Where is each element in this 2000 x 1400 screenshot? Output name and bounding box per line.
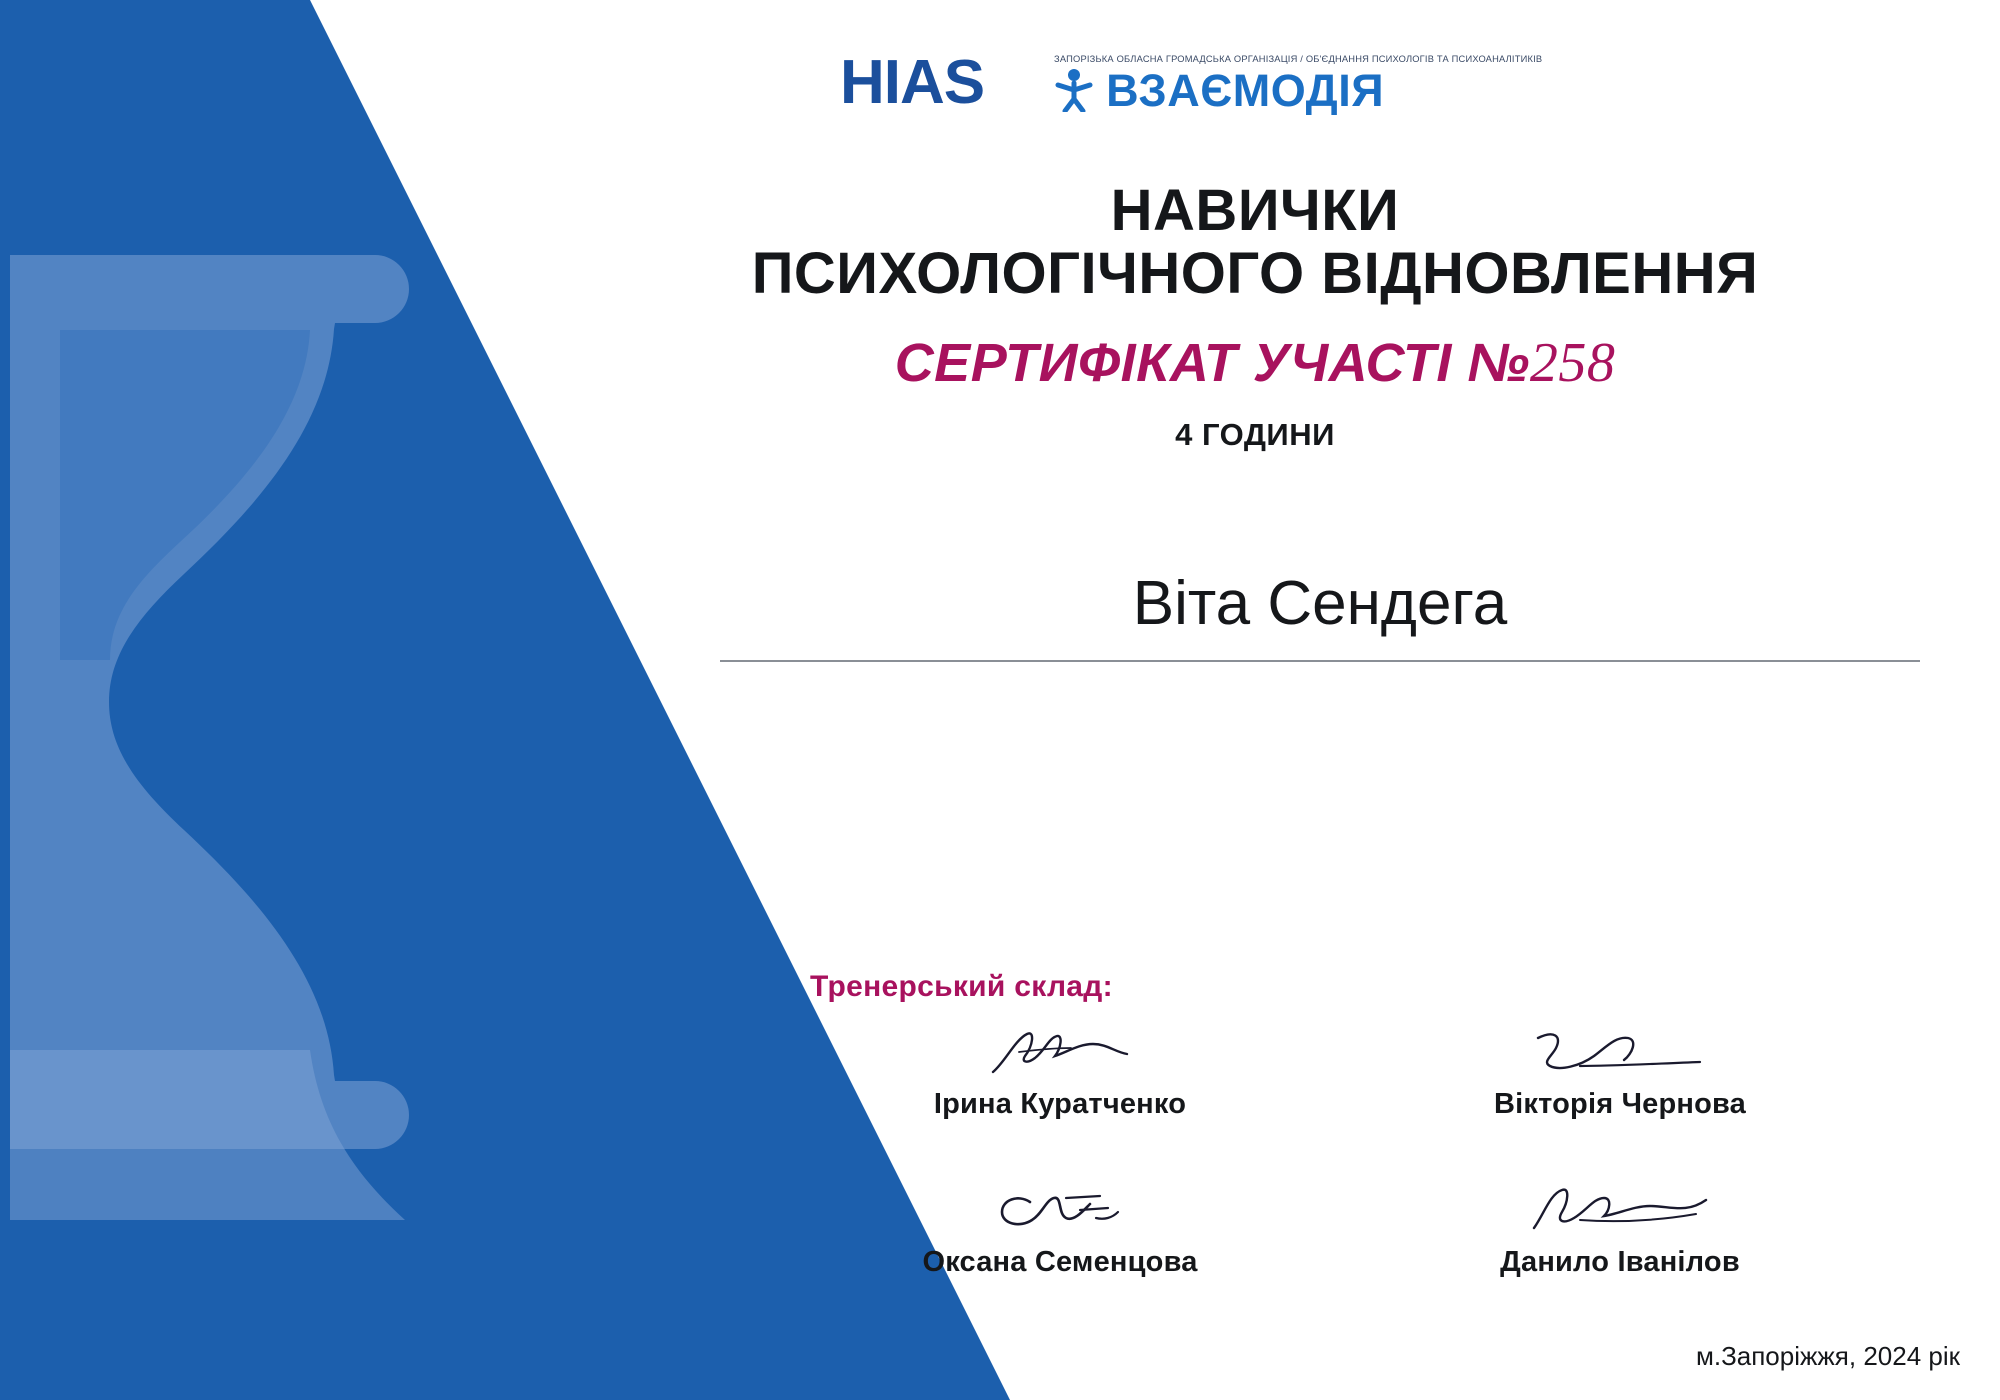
title-line-1: НАВИЧКИ <box>1110 178 1400 243</box>
header-logos <box>840 38 1580 128</box>
hias-logo <box>840 48 985 117</box>
trainer-entry <box>1340 1020 1900 1150</box>
title-line-2: ПСИХОЛОГІЧНОГО ВІДНОВЛЕННЯ <box>751 240 1759 306</box>
trainer-name: Вікторія Чернова <box>1493 1088 1747 1120</box>
signature-icon <box>780 1020 1340 1082</box>
course-hours: 4 ГОДИНИ <box>1175 417 1335 453</box>
trainer-name: Ірина Куратченко <box>933 1088 1187 1120</box>
trainers-grid <box>780 1020 1900 1308</box>
trainer-entry <box>1340 1178 1900 1308</box>
recipient-name: Віта Сендега <box>1132 569 1508 638</box>
title-block <box>560 180 1950 453</box>
recipient-block <box>720 570 1920 662</box>
certificate-subtitle-text: СЕРТИФІКАТ УЧАСТІ № <box>894 333 1530 394</box>
recipient-underline <box>720 660 1920 662</box>
certificate-subtitle <box>560 331 1950 395</box>
trainer-entry <box>780 1178 1340 1308</box>
trainer-entry <box>780 1020 1340 1150</box>
signature-icon <box>1340 1020 1900 1082</box>
signature-icon <box>780 1178 1340 1240</box>
person-icon <box>1054 68 1094 112</box>
partner-name: ВЗАЄМОДІЯ <box>1106 64 1385 116</box>
certificate-number: 258 <box>1529 332 1616 395</box>
trainer-name: Оксана Семенцова <box>922 1246 1198 1278</box>
partner-org-line: ЗАПОРІЗЬКА ОБЛАСНА ГРОМАДСЬКА ОРГАНІЗАЦІЯ / ОБ'ЄДНАННЯ ПСИХОЛОГІВ ТА ПСИХОАНАЛІТИКІВ <box>1054 53 1543 65</box>
signature-icon <box>1340 1178 1900 1240</box>
trainers-heading: Тренерський склад: <box>810 970 1113 1003</box>
trainer-name: Данило Іванілов <box>1500 1246 1740 1278</box>
hias-logo-text: HIAS <box>840 48 985 117</box>
partner-logo <box>1054 53 1552 116</box>
footer-place-year: м.Запоріжжя, 2024 рік <box>1695 1341 1960 1371</box>
